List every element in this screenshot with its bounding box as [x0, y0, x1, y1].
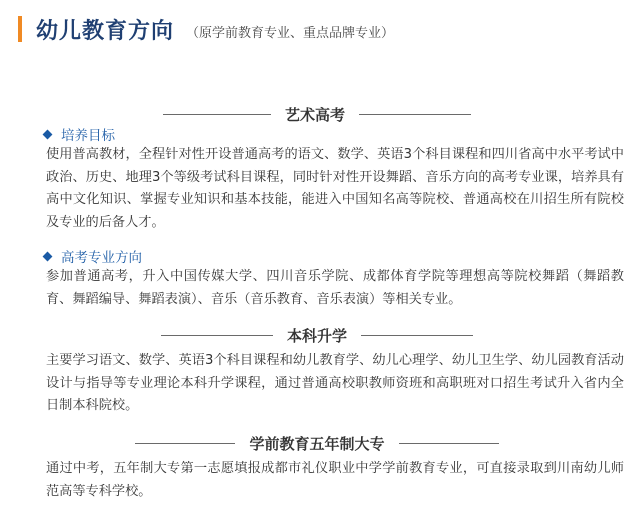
page-subtitle: （原学前教育专业、重点品牌专业）	[186, 25, 395, 41]
section-title-art-exam	[0, 104, 634, 125]
paragraph-exam-direction: 参加普通高考，升入中国传媒大学、四川音乐学院、成都体育学院等理想高等院校舞蹈（舞蹈教育、舞蹈编导、舞蹈表演）、音乐（音乐教育、音乐表演）等相关专业。	[46, 269, 624, 307]
paragraph-training-goal: 使用普高教材，全程针对性开设普通高考的语文、数学、英语3个科目课程和四川省高中水平考试中政治、历史、地理3个等级考试科目课程，同时针对性开设舞蹈、音乐方向的高考专业课，培养具有高中文化知识、掌握专业知识和基本技能，能进入中国知名高等院校、普通高校在川招生所有院校及专业的后备人才。	[46, 147, 624, 230]
divider-left	[161, 335, 273, 336]
section-title-five-year	[0, 433, 634, 454]
subhead-training-goal	[44, 124, 115, 144]
divider-right	[359, 114, 471, 115]
section-title-label: 本科升学	[286, 327, 347, 345]
subhead-label: 高考专业方向	[61, 250, 142, 266]
diamond-bullet-icon	[43, 129, 53, 139]
subhead-label: 培养目标	[61, 128, 115, 144]
subhead-exam-direction	[44, 246, 142, 266]
section-title-label: 学前教育五年制大专	[249, 435, 385, 453]
divider-right	[399, 443, 499, 444]
divider-left	[163, 114, 271, 115]
paragraph-five-year: 通过中考，五年制大专第一志愿填报成都市礼仪职业中学学前教育专业，可直接录取到川南幼儿师范高等专科学校。	[46, 461, 624, 499]
section-title-undergrad	[0, 325, 634, 346]
page-title: 幼儿教育方向	[36, 18, 175, 44]
paragraph-undergrad: 主要学习语文、数学、英语3个科目课程和幼儿教育学、幼儿心理学、幼儿卫生学、幼儿园教育活动设计与指导等专业理论本科升学课程，通过普通高校职教师资班和高职班对口招生考试升入省内全日制本科院校。	[46, 353, 624, 413]
page-header	[18, 14, 394, 44]
section-title-label: 艺术高考	[284, 106, 345, 124]
header-accent-bar	[18, 16, 22, 42]
divider-left	[135, 443, 235, 444]
diamond-bullet-icon	[43, 251, 53, 261]
divider-right	[361, 335, 473, 336]
